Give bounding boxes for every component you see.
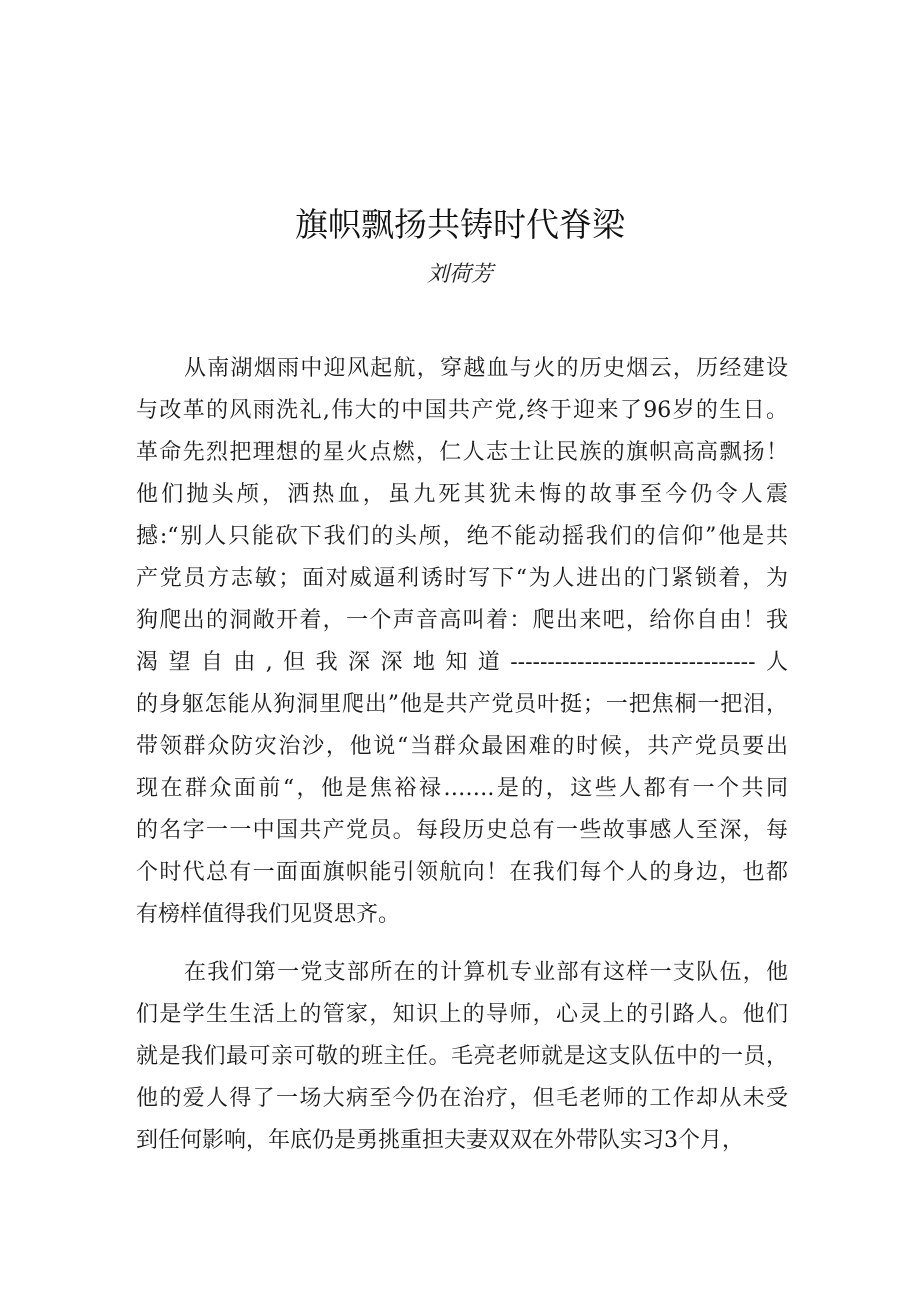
paragraph-1-line-8: 渴望自由,但我深深地知道---------------------------------人 (136, 650, 788, 675)
document-title: 旗帜飘扬共铸时代脊梁 (295, 205, 625, 244)
paragraph-2-line-4: 他的爱人得了一场大病至今仍在治疗，但毛老师的工作却从未受 (136, 1086, 788, 1111)
paragraph-1-line-9: 的身躯怎能从狗洞里爬出”他是共产党员叶挺；一把焦桐一把泪， (136, 692, 788, 717)
paragraph-1-line-7: 狗爬出的洞敞开着，一个声音高叫着：爬出来吧，给你自由！我 (136, 608, 788, 633)
paragraph-1-line-4: 他们抛头颅，洒热血，虽九死其犹未悔的故事至今仍令人震 (136, 482, 788, 507)
paragraph-1-line-10: 带领群众防灾治沙，他说“当群众最困难的时候，共产党员要出 (136, 734, 788, 759)
paragraph-1-line-12: 的名字一一中国共产党员。每段历史总有一些故事感人至深，每 (136, 818, 788, 843)
paragraph-1-line-13: 个时代总有一面面旗帜能引领航向！在我们每个人的身边，也都 (136, 860, 788, 885)
paragraph-2-line-1: 在我们第一党支部所在的计算机专业部有这样一支队伍，他 (184, 960, 788, 985)
document-author: 刘荷芳 (426, 262, 493, 287)
paragraph-2-line-5: 到任何影响，年底仍是勇挑重担夫妻双双在外带队实习3个月， (136, 1128, 744, 1153)
paragraph-2-line-3: 就是我们最可亲可敬的班主任。毛亮老师就是这支队伍中的一员， (136, 1044, 788, 1069)
paragraph-1-line-5: 撼:“别人只能砍下我们的头颅，绝不能动摇我们的信仰”他是共 (136, 524, 788, 549)
paragraph-1-line-14: 有榜样值得我们见贤思齐。 (136, 902, 401, 927)
paragraph-1-line-1: 从南湖烟雨中迎风起航，穿越血与火的历史烟云，历经建设 (184, 356, 788, 381)
paragraph-1-line-11: 现在群众面前“，他是焦裕禄…….是的，这些人都有一个共同 (136, 776, 788, 801)
paragraph-1-line-6: 产党员方志敏；面对威逼利诱时写下“为人进出的门紧锁着，为 (136, 566, 788, 591)
paragraph-2-line-2: 们是学生生活上的管家，知识上的导师，心灵上的引路人。他们 (136, 1002, 788, 1027)
paragraph-1-line-2: 与改革的风雨洗礼,伟大的中国共产党,终于迎来了96岁的生日。 (136, 398, 788, 423)
paragraph-1-line-3: 革命先烈把理想的星火点燃，仁人志士让民族的旗帜高高飘扬！ (136, 440, 788, 465)
